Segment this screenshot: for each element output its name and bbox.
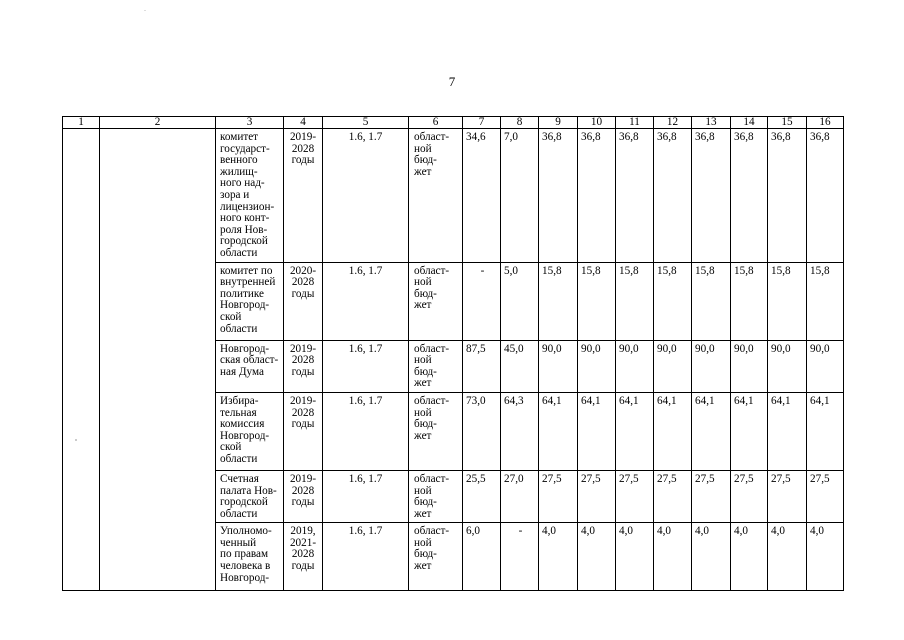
text-line: 2028 bbox=[291, 548, 315, 561]
value-cell-col-7: 34,6 bbox=[463, 129, 501, 263]
value-cell-col-9: 15,8 bbox=[539, 262, 578, 340]
table-row bbox=[63, 129, 844, 263]
text-line: Новгород- bbox=[220, 342, 270, 355]
text-line: жет bbox=[414, 299, 432, 312]
text-line: тельная bbox=[220, 406, 257, 419]
indicators-cell: 1.6, 1.7 bbox=[323, 340, 409, 392]
value-cell-col-12: 4,0 bbox=[654, 523, 692, 591]
text-line: зора и bbox=[220, 188, 250, 201]
text-line: област- bbox=[414, 264, 450, 277]
value-cell-col-8: 5,0 bbox=[501, 262, 539, 340]
value-cell-col-10: 27,5 bbox=[578, 470, 616, 522]
text-line: 2019, bbox=[290, 525, 316, 538]
value-cell-col-14: 90,0 bbox=[731, 340, 768, 392]
value-cell-col-15: 64,1 bbox=[768, 392, 807, 470]
text-line: бюд- bbox=[414, 418, 437, 431]
text-line: бюд- bbox=[414, 548, 437, 561]
period-cell bbox=[284, 129, 323, 263]
text-line: ской bbox=[220, 441, 242, 454]
text-line: област- bbox=[414, 394, 450, 407]
value-cell-col-14: 27,5 bbox=[731, 470, 768, 522]
text-line: Новгород- bbox=[220, 299, 270, 312]
value-cell-col-15: 36,8 bbox=[768, 129, 807, 263]
value-cell-col-16: 4,0 bbox=[807, 523, 844, 591]
funding-source-cell bbox=[409, 262, 463, 340]
value-cell-col-7: 25,5 bbox=[463, 470, 501, 522]
value-cell-col-13: 27,5 bbox=[692, 470, 731, 522]
column-number-9: 9 bbox=[539, 117, 578, 129]
text-line: 2019- bbox=[289, 472, 317, 485]
value-cell-col-7: 73,0 bbox=[463, 392, 501, 470]
text-line: 2020- bbox=[289, 264, 317, 277]
text-line: Новгород- bbox=[220, 429, 270, 442]
value-cell-col-12: 64,1 bbox=[654, 392, 692, 470]
text-line: 2028 bbox=[291, 484, 315, 497]
text-line: бюд- bbox=[414, 287, 437, 300]
column-number-15: 15 bbox=[768, 117, 807, 129]
value-cell-col-15: 15,8 bbox=[768, 262, 807, 340]
executor-cell bbox=[216, 392, 284, 470]
text-line: жет bbox=[414, 429, 432, 442]
value-cell-col-13: 64,1 bbox=[692, 392, 731, 470]
value-cell-col-14: 64,1 bbox=[731, 392, 768, 470]
text-line: област- bbox=[414, 342, 450, 355]
text-line: Избира- bbox=[220, 394, 259, 407]
column-number-5: 5 bbox=[323, 117, 409, 129]
value-cell-col-11: 36,8 bbox=[616, 129, 654, 263]
text-line: област- bbox=[414, 131, 450, 143]
value-cell-col-8: 45,0 bbox=[501, 340, 539, 392]
text-line: роля Нов- bbox=[220, 223, 268, 236]
text-line: годы bbox=[291, 154, 315, 167]
text-line: по правам bbox=[220, 548, 269, 561]
column-number-14: 14 bbox=[731, 117, 768, 129]
executor-cell bbox=[216, 470, 284, 522]
text-line: ной bbox=[414, 536, 432, 549]
text-line: комитет по bbox=[220, 264, 273, 277]
text-line: ной bbox=[414, 142, 432, 155]
value-cell-col-11: 64,1 bbox=[616, 392, 654, 470]
table-body bbox=[63, 117, 844, 591]
period-cell bbox=[284, 470, 323, 522]
text-line: городской bbox=[220, 235, 268, 248]
col-2-merged-cell bbox=[100, 129, 216, 591]
executor-cell bbox=[216, 129, 284, 263]
text-line: области bbox=[220, 507, 258, 520]
text-line: ной bbox=[414, 354, 432, 367]
text-line: городской bbox=[220, 496, 268, 509]
indicators-cell: 1.6, 1.7 bbox=[323, 392, 409, 470]
value-cell-col-14: 36,8 bbox=[731, 129, 768, 263]
text-line: жет bbox=[414, 507, 432, 520]
value-cell-col-10: 15,8 bbox=[578, 262, 616, 340]
text-line: бюд- bbox=[414, 496, 437, 509]
executor-cell bbox=[216, 340, 284, 392]
column-number-7: 7 bbox=[463, 117, 501, 129]
text-line: 2028 bbox=[291, 276, 315, 289]
value-cell-col-9: 36,8 bbox=[539, 129, 578, 263]
text-line: ного конт- bbox=[220, 212, 270, 225]
text-line: жилищ- bbox=[220, 165, 258, 178]
text-line: комиссия bbox=[220, 418, 265, 431]
text-line: области bbox=[220, 246, 258, 259]
column-number-8: 8 bbox=[501, 117, 539, 129]
text-line: област- bbox=[414, 525, 450, 538]
text-line: области bbox=[220, 322, 258, 335]
text-line: ной bbox=[414, 484, 432, 497]
value-cell-col-12: 15,8 bbox=[654, 262, 692, 340]
text-line: ная Дума bbox=[220, 365, 264, 378]
value-cell-col-15: 27,5 bbox=[768, 470, 807, 522]
value-cell-col-13: 4,0 bbox=[692, 523, 731, 591]
value-cell-col-12: 36,8 bbox=[654, 129, 692, 263]
value-cell-col-10: 90,0 bbox=[578, 340, 616, 392]
funding-source-cell bbox=[409, 129, 463, 263]
text-line: человека в bbox=[220, 560, 271, 573]
text-line: палата Нов- bbox=[220, 484, 277, 497]
text-line: бюд- bbox=[414, 365, 437, 378]
value-cell-col-16: 64,1 bbox=[807, 392, 844, 470]
column-number-10: 10 bbox=[578, 117, 616, 129]
text-line: ной bbox=[414, 276, 432, 289]
text-line: годы bbox=[291, 496, 315, 509]
text-line: 2019- bbox=[289, 394, 317, 407]
text-line: 2028 bbox=[291, 142, 315, 155]
text-line: внутренней bbox=[220, 276, 276, 289]
value-cell-col-8: 7,0 bbox=[501, 129, 539, 263]
value-cell-col-14: 4,0 bbox=[731, 523, 768, 591]
page-number: 7 bbox=[448, 74, 456, 89]
funding-source-cell bbox=[409, 523, 463, 591]
period-cell bbox=[284, 340, 323, 392]
value-cell-col-12: 90,0 bbox=[654, 340, 692, 392]
funding-source-cell bbox=[409, 392, 463, 470]
text-line: 2021- bbox=[289, 536, 317, 549]
value-cell-col-10: 64,1 bbox=[578, 392, 616, 470]
indicators-cell: 1.6, 1.7 bbox=[323, 470, 409, 522]
value-cell-col-7: 6,0 bbox=[463, 523, 501, 591]
value-cell-col-12: 27,5 bbox=[654, 470, 692, 522]
period-cell bbox=[284, 523, 323, 591]
indicators-cell: 1.6, 1.7 bbox=[323, 129, 409, 263]
value-cell-col-11: 27,5 bbox=[616, 470, 654, 522]
text-line: ного над- bbox=[220, 177, 265, 190]
text-line: комитет bbox=[220, 131, 259, 143]
text-line: политике bbox=[220, 287, 265, 300]
value-cell-col-8: - bbox=[501, 523, 539, 591]
period-cell bbox=[284, 262, 323, 340]
value-cell-col-8: 64,3 bbox=[501, 392, 539, 470]
text-line: 2028 bbox=[291, 406, 315, 419]
col-1-merged-cell bbox=[63, 129, 100, 591]
column-number-6: 6 bbox=[409, 117, 463, 129]
value-cell-col-13: 90,0 bbox=[692, 340, 731, 392]
column-number-row bbox=[63, 117, 844, 129]
text-line: ской bbox=[220, 310, 242, 323]
period-cell bbox=[284, 392, 323, 470]
column-number-2: 2 bbox=[100, 117, 216, 129]
text-line: годы bbox=[291, 560, 315, 573]
budget-table bbox=[62, 116, 844, 591]
text-line: бюд- bbox=[414, 154, 437, 167]
value-cell-col-16: 36,8 bbox=[807, 129, 844, 263]
text-line: Новгород- bbox=[220, 571, 270, 584]
executor-cell bbox=[216, 262, 284, 340]
text-line: Счетная bbox=[220, 472, 259, 485]
value-cell-col-15: 4,0 bbox=[768, 523, 807, 591]
text-line: ной bbox=[414, 406, 432, 419]
value-cell-col-9: 90,0 bbox=[539, 340, 578, 392]
value-cell-col-9: 27,5 bbox=[539, 470, 578, 522]
text-line: государст- bbox=[220, 142, 270, 155]
text-line: области bbox=[220, 452, 258, 465]
value-cell-col-9: 64,1 bbox=[539, 392, 578, 470]
value-cell-col-16: 15,8 bbox=[807, 262, 844, 340]
value-cell-col-7: - bbox=[463, 262, 501, 340]
text-line: 2019- bbox=[289, 342, 317, 355]
text-line: Уполномо- bbox=[220, 525, 272, 538]
executor-cell bbox=[216, 523, 284, 591]
text-line: жет bbox=[414, 165, 432, 178]
text-line: ская област- bbox=[220, 354, 279, 367]
text-line: 2028 bbox=[291, 354, 315, 367]
value-cell-col-11: 4,0 bbox=[616, 523, 654, 591]
text-line: венного bbox=[220, 154, 258, 167]
text-line: годы bbox=[291, 365, 315, 378]
column-number-16: 16 bbox=[807, 117, 844, 129]
value-cell-col-10: 4,0 bbox=[578, 523, 616, 591]
text-line: жет bbox=[414, 560, 432, 573]
value-cell-col-7: 87,5 bbox=[463, 340, 501, 392]
value-cell-col-10: 36,8 bbox=[578, 129, 616, 263]
column-number-11: 11 bbox=[616, 117, 654, 129]
value-cell-col-13: 15,8 bbox=[692, 262, 731, 340]
column-number-12: 12 bbox=[654, 117, 692, 129]
indicators-cell: 1.6, 1.7 bbox=[323, 262, 409, 340]
value-cell-col-13: 36,8 bbox=[692, 129, 731, 263]
column-number-3: 3 bbox=[216, 117, 284, 129]
text-line: лицензион- bbox=[220, 200, 275, 213]
column-number-1: 1 bbox=[63, 117, 100, 129]
value-cell-col-16: 90,0 bbox=[807, 340, 844, 392]
text-line: ченный bbox=[220, 536, 257, 549]
text-line: 2019- bbox=[289, 131, 317, 143]
column-number-4: 4 bbox=[284, 117, 323, 129]
funding-source-cell bbox=[409, 340, 463, 392]
text-line: област- bbox=[414, 472, 450, 485]
value-cell-col-9: 4,0 bbox=[539, 523, 578, 591]
value-cell-col-11: 15,8 bbox=[616, 262, 654, 340]
value-cell-col-16: 27,5 bbox=[807, 470, 844, 522]
column-number-13: 13 bbox=[692, 117, 731, 129]
funding-source-cell bbox=[409, 470, 463, 522]
text-line: годы bbox=[291, 418, 315, 431]
text-line: годы bbox=[291, 287, 315, 300]
scan-speck bbox=[144, 10, 146, 11]
value-cell-col-14: 15,8 bbox=[731, 262, 768, 340]
value-cell-col-15: 90,0 bbox=[768, 340, 807, 392]
text-line: жет bbox=[414, 377, 432, 390]
indicators-cell: 1.6, 1.7 bbox=[323, 523, 409, 591]
value-cell-col-11: 90,0 bbox=[616, 340, 654, 392]
value-cell-col-8: 27,0 bbox=[501, 470, 539, 522]
